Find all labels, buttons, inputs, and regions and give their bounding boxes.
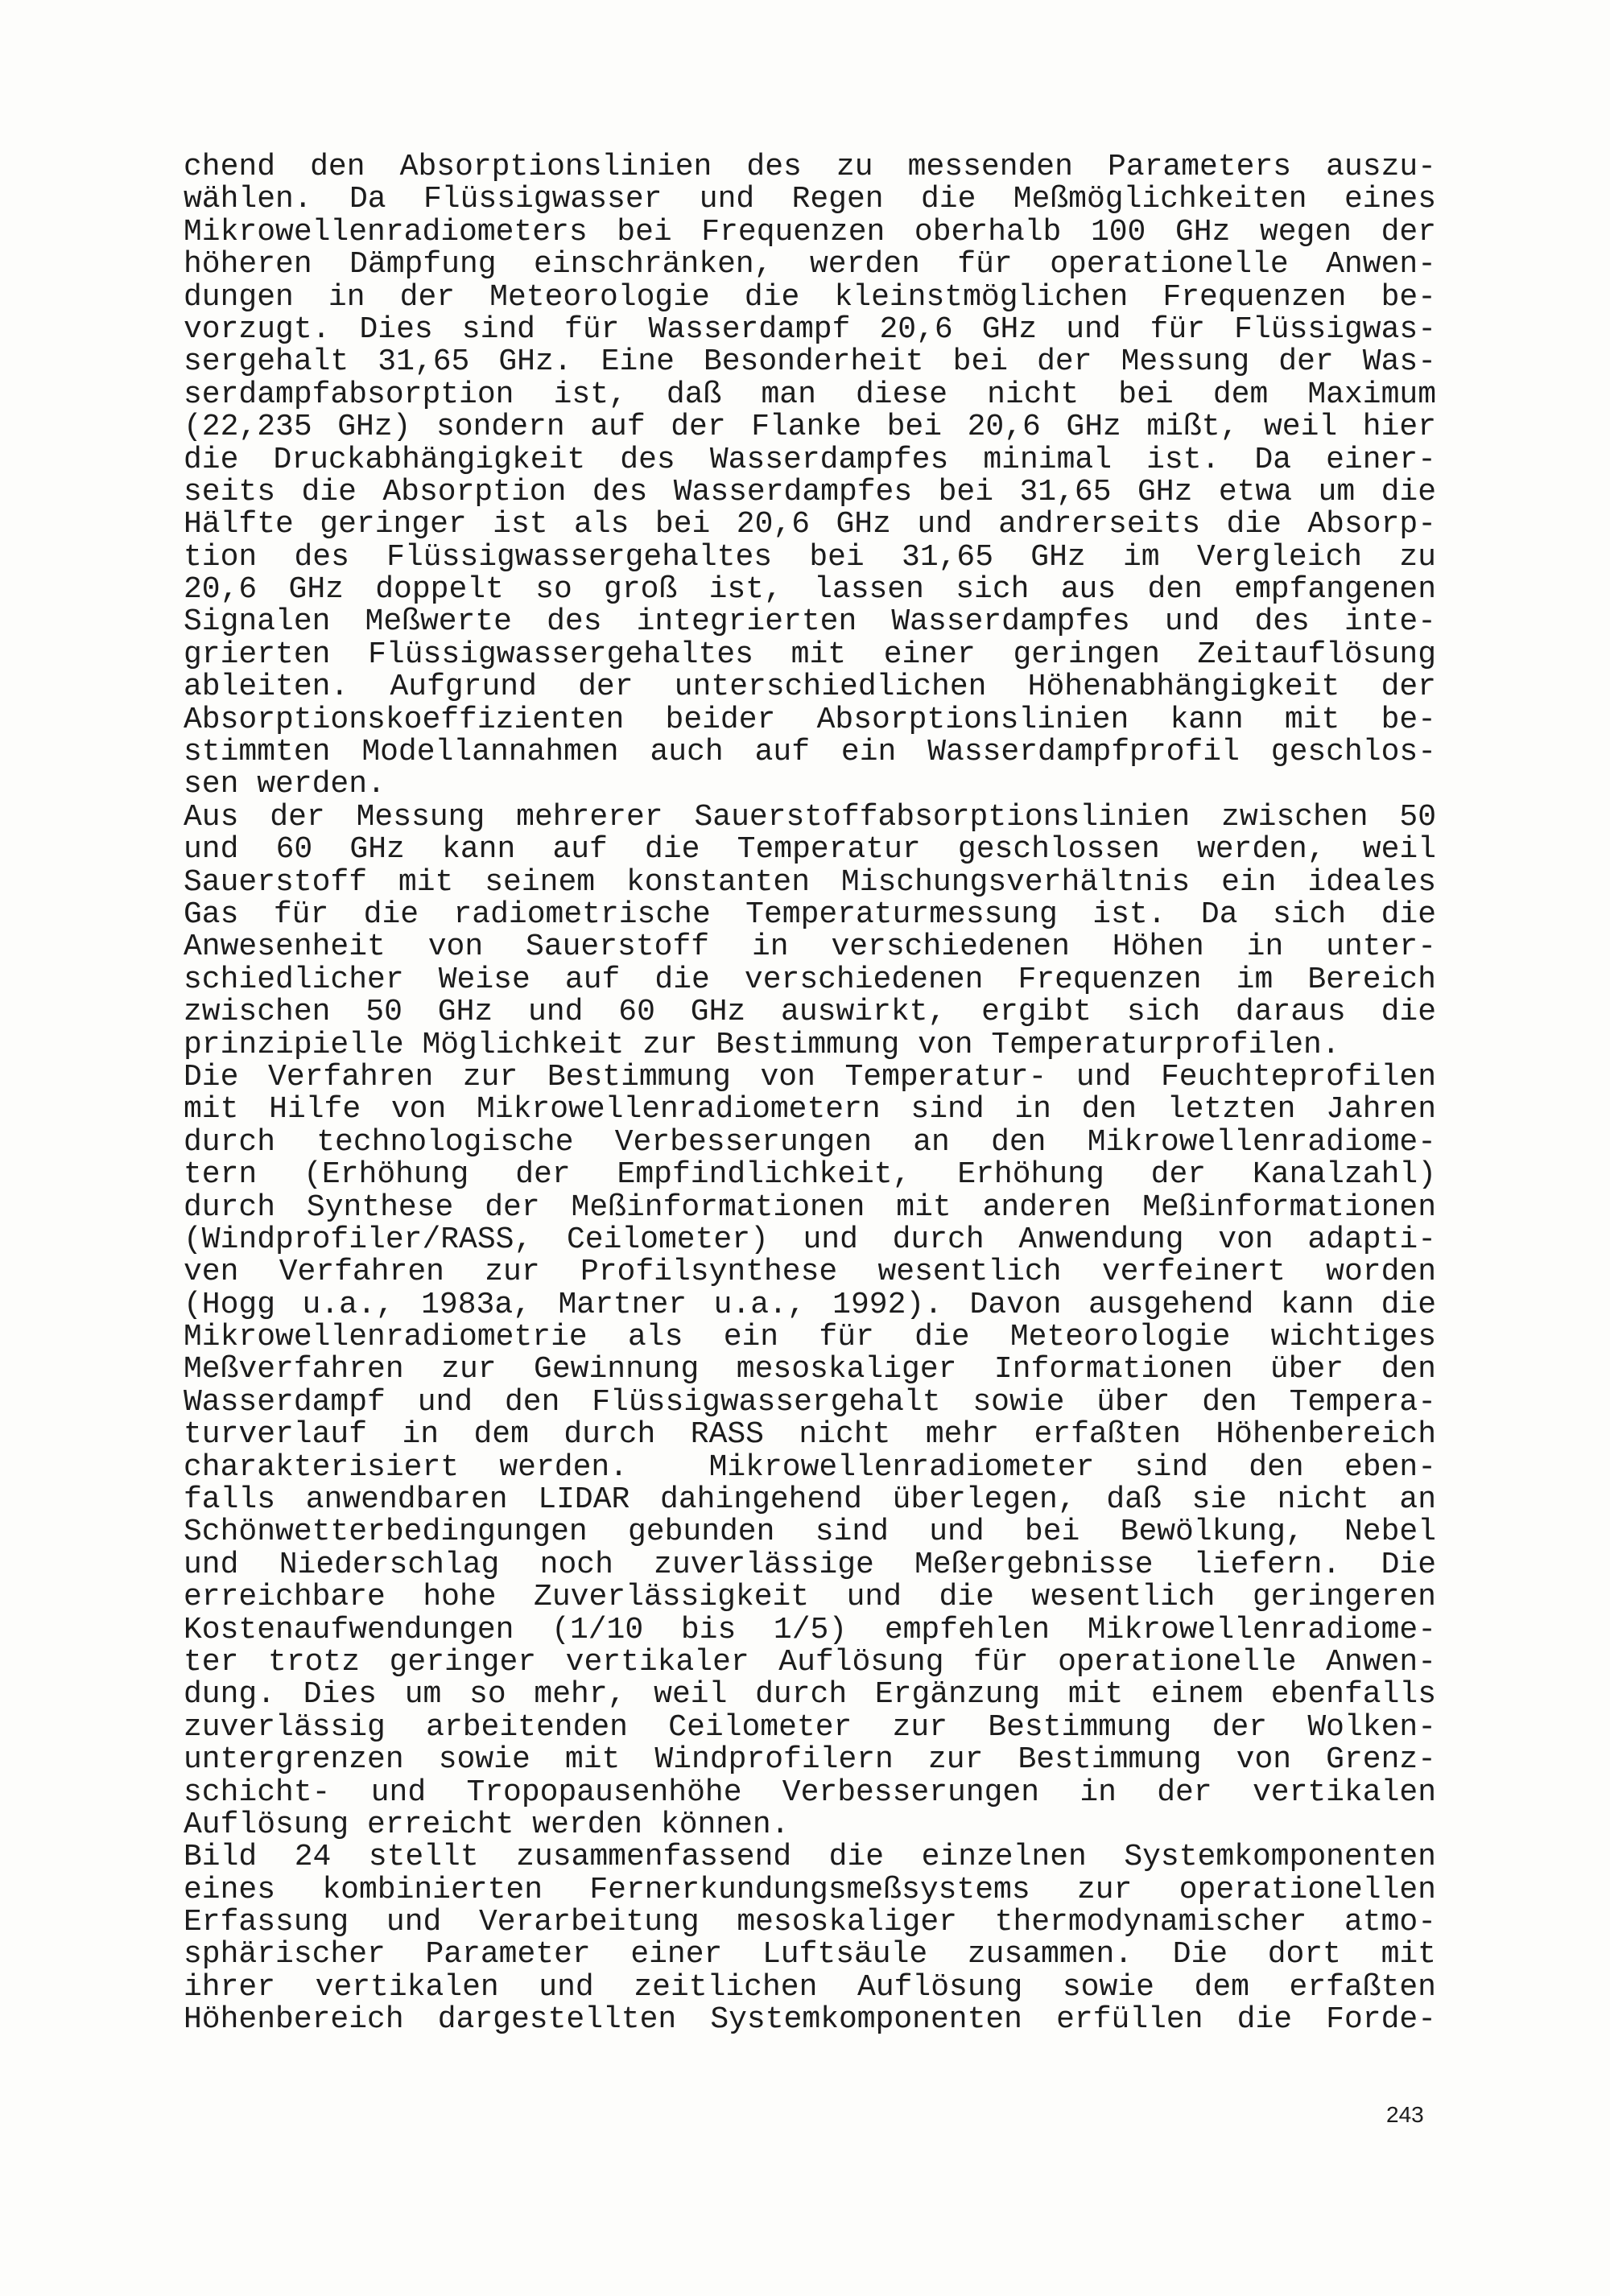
text-line: Gas für die radiometrische Temperaturmessung ist. Da sich die bbox=[184, 898, 1436, 932]
text-line: sphärischer Parameter einer Luftsäule zusammen. Die dort mit bbox=[184, 1939, 1436, 1972]
text-line: Hälfte geringer ist als bei 20,6 GHz und andrerseits die Absorp- bbox=[184, 509, 1436, 542]
text-line: Aus der Messung mehrerer Sauerstoffabsorptionslinien zwischen 50 bbox=[184, 801, 1436, 835]
text-line: Kostenaufwendungen (1/10 bis 1/5) empfehlen Mikrowellenradiome- bbox=[184, 1614, 1436, 1647]
text-line: Absorptionskoeffizienten beider Absorptionslinien kann mit be- bbox=[184, 703, 1436, 737]
text-line: sen werden. bbox=[184, 769, 386, 802]
text-line: zuverlässig arbeitenden Ceilometer zur Bestimmung der Wolken- bbox=[184, 1711, 1436, 1745]
text-line: ihrer vertikalen und zeitlichen Auflösung sowie dem erfaßten bbox=[184, 1971, 1436, 2005]
text-line: ableiten. Aufgrund der unterschiedlichen Höhenabhängigkeit der bbox=[184, 671, 1436, 704]
text-line: Anwesenheit von Sauerstoff in verschiedenen Höhen in unter- bbox=[184, 931, 1436, 964]
text-line: eines kombinierten Fernerkundungsmeßsystems zur operationellen bbox=[184, 1873, 1436, 1907]
text-line: mit Hilfe von Mikrowellenradiometern sind in den letzten Jahren bbox=[184, 1094, 1436, 1127]
text-line: chend den Absorptionslinien des zu messenden Parameters auszu- bbox=[184, 151, 1436, 184]
text-line: dung. Dies um so mehr, weil durch Ergänzung mit einem ebenfalls bbox=[184, 1679, 1436, 1712]
paragraph bbox=[184, 1841, 1436, 2036]
text-line: stimmten Modellannahmen auch auf ein Wasserdampfprofil geschlos- bbox=[184, 736, 1436, 769]
text-line: vorzugt. Dies sind für Wasserdampf 20,6 GHz und für Flüssigwas- bbox=[184, 313, 1436, 347]
text-line: prinzipielle Möglichkeit zur Bestimmung von Temperaturprofilen. bbox=[184, 1028, 1340, 1061]
text-line: tern (Erhöhung der Empfindlichkeit, Erhöhung der Kanalzahl) bbox=[184, 1159, 1436, 1192]
page-number: 243 bbox=[1386, 2102, 1424, 2127]
text-line: untergrenzen sowie mit Windprofilern zur Bestimmung von Grenz- bbox=[184, 1744, 1436, 1777]
text-line: durch technologische Verbesserungen an den Mikrowellenradiome- bbox=[184, 1126, 1436, 1160]
text-line: tion des Flüssigwassergehaltes bei 31,65 GHz im Vergleich zu bbox=[184, 541, 1436, 575]
text-line: Sauerstoff mit seinem konstanten Mischungsverhältnis ein ideales bbox=[184, 866, 1436, 899]
text-line: Erfassung und Verarbeitung mesoskaliger thermodynamischer atmo- bbox=[184, 1906, 1436, 1939]
body-text bbox=[184, 151, 1436, 2037]
text-line: seits die Absorption des Wasserdampfes bei 31,65 GHz etwa um die bbox=[184, 476, 1436, 509]
paragraph bbox=[184, 1061, 1436, 1841]
text-line: dungen in der Meteorologie die kleinstmöglichen Frequenzen be- bbox=[184, 281, 1436, 314]
text-line: serdampfabsorption ist, daß man diese nicht bei dem Maximum bbox=[184, 378, 1436, 412]
text-line: 20,6 GHz doppelt so groß ist, lassen sich aus den empfangenen bbox=[184, 574, 1436, 607]
text-line: ven Verfahren zur Profilsynthese wesentlich verfeinert worden bbox=[184, 1256, 1436, 1289]
text-line: und 60 GHz kann auf die Temperatur geschlossen werden, weil bbox=[184, 834, 1436, 867]
text-line: falls anwendbaren LIDAR dahingehend überlegen, daß sie nicht an bbox=[184, 1484, 1436, 1517]
text-line: Die Verfahren zur Bestimmung von Temperatur- und Feuchteprofilen bbox=[184, 1061, 1436, 1094]
text-line: erreichbare hohe Zuverlässigkeit und die wesentlich geringeren bbox=[184, 1581, 1436, 1614]
text-line: höheren Dämpfung einschränken, werden für operationelle Anwen- bbox=[184, 249, 1436, 282]
text-line: schiedlicher Weise auf die verschiedenen Frequenzen im Bereich bbox=[184, 963, 1436, 997]
text-line: turverlauf in dem durch RASS nicht mehr erfaßten Höhenbereich bbox=[184, 1419, 1436, 1452]
text-line: ter trotz geringer vertikaler Auflösung für operationelle Anwen- bbox=[184, 1646, 1436, 1680]
text-line: Meßverfahren zur Gewinnung mesoskaliger Informationen über den bbox=[184, 1354, 1436, 1387]
text-line: Schönwetterbedingungen gebunden sind und bei Bewölkung, Nebel bbox=[184, 1516, 1436, 1549]
text-line: (Windprofiler/RASS, Ceilometer) und durch Anwendung von adapti- bbox=[184, 1223, 1436, 1257]
text-line: Höhenbereich dargestellten Systemkomponenten erfüllen die Forde- bbox=[184, 2004, 1436, 2037]
text-line: charakterisiert werden. Mikrowellenradiometer sind den eben- bbox=[184, 1451, 1436, 1485]
text-line: Mikrowellenradiometrie als ein für die Meteorologie wichtiges bbox=[184, 1321, 1436, 1354]
text-line: und Niederschlag noch zuverlässige Meßergebnisse liefern. Die bbox=[184, 1548, 1436, 1582]
text-line: durch Synthese der Meßinformationen mit anderen Meßinformationen bbox=[184, 1191, 1436, 1224]
text-line: sergehalt 31,65 GHz. Eine Besonderheit bei der Messung der Was- bbox=[184, 346, 1436, 379]
text-line: Mikrowellenradiometers bei Frequenzen oberhalb 100 GHz wegen der bbox=[184, 216, 1436, 249]
text-line: Bild 24 stellt zusammenfassend die einzelnen Systemkomponenten bbox=[184, 1841, 1436, 1874]
paragraph bbox=[184, 151, 1436, 802]
text-line: (22,235 GHz) sondern auf der Flanke bei 20,6 GHz mißt, weil hier bbox=[184, 411, 1436, 444]
paragraph bbox=[184, 802, 1436, 1061]
text-line: Wasserdampf und den Flüssigwassergehalt sowie über den Tempera- bbox=[184, 1386, 1436, 1420]
text-line: wählen. Da Flüssigwasser und Regen die Meßmöglichkeiten eines bbox=[184, 183, 1436, 216]
text-line: grierten Flüssigwassergehaltes mit einer geringen Zeitauflösung bbox=[184, 638, 1436, 672]
text-line: (Hogg u.a., 1983a, Martner u.a., 1992). Davon ausgehend kann die bbox=[184, 1288, 1436, 1322]
text-line: zwischen 50 GHz und 60 GHz auswirkt, ergibt sich daraus die bbox=[184, 996, 1436, 1029]
text-line: Signalen Meßwerte des integrierten Wasserdampfes und des inte- bbox=[184, 606, 1436, 639]
text-line: die Druckabhängigkeit des Wasserdampfes minimal ist. Da einer- bbox=[184, 443, 1436, 476]
text-line: schicht- und Tropopausenhöhe Verbesserungen in der vertikalen bbox=[184, 1776, 1436, 1809]
text-line: Auflösung erreicht werden können. bbox=[184, 1808, 790, 1842]
